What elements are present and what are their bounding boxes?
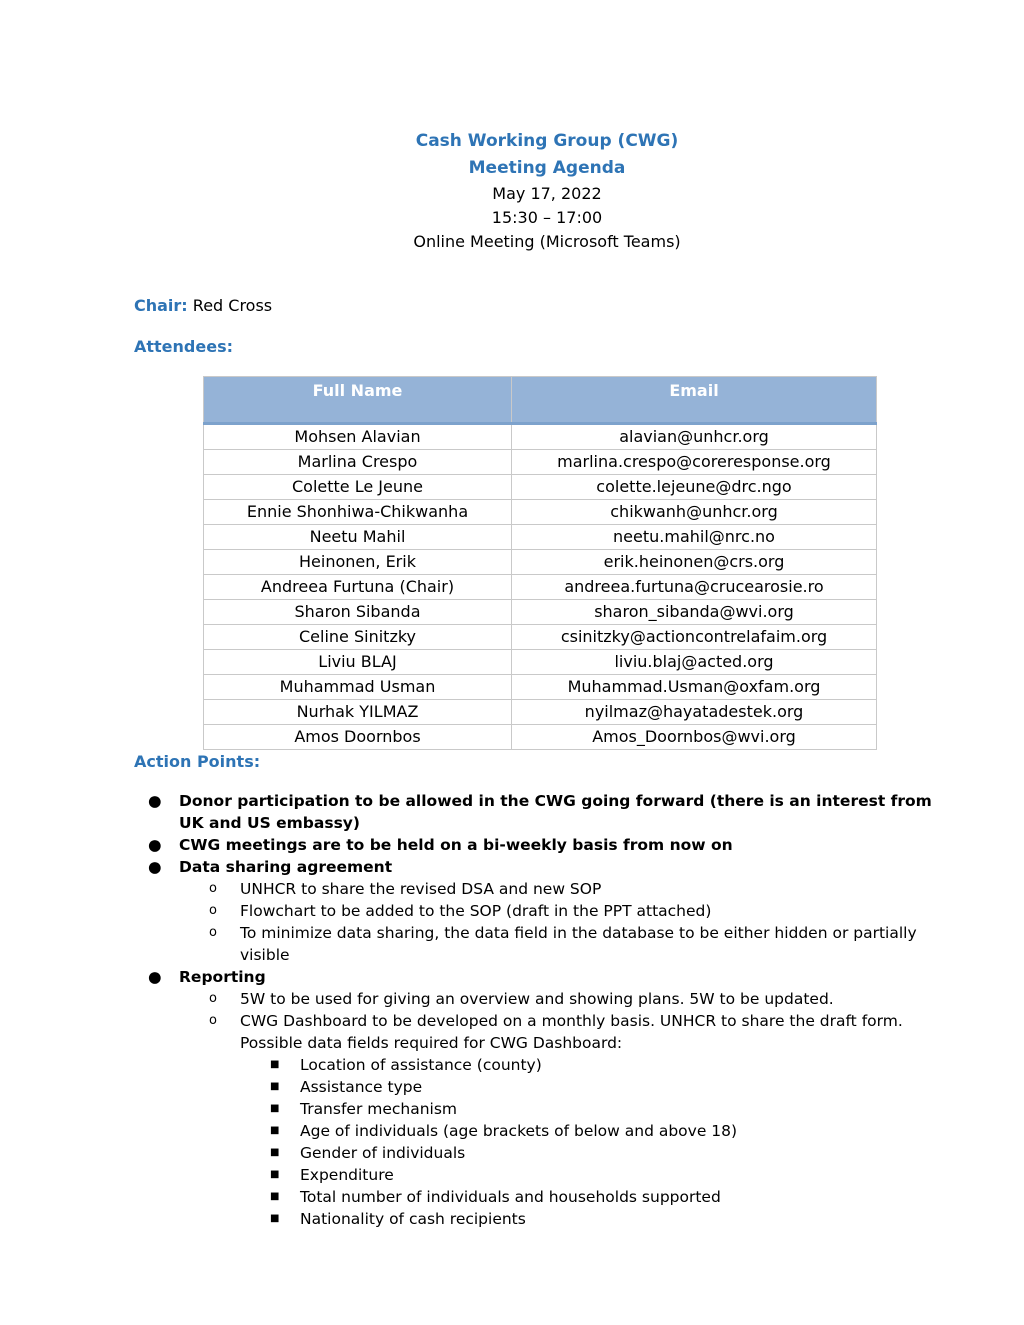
sub-item — [0, 988, 1024, 1010]
field-item-text: Nationality of cash recipients — [300, 1210, 526, 1228]
field-item — [0, 1098, 1024, 1120]
attendee-name: Marlina Crespo — [204, 450, 512, 475]
attendee-name: Sharon Sibanda — [204, 600, 512, 625]
table-row — [204, 575, 877, 600]
action-item — [0, 856, 1024, 878]
attendees-label: Attendees: — [134, 337, 233, 356]
chair-label: Chair: — [134, 296, 188, 315]
field-item — [0, 1142, 1024, 1164]
sub-item — [0, 900, 1024, 922]
attendee-name: Andreea Furtuna (Chair) — [204, 575, 512, 600]
field-item — [0, 1208, 1024, 1230]
field-item-text: Total number of individuals and households supported — [300, 1188, 721, 1206]
attendee-email: neetu.mahil@nrc.no — [512, 525, 877, 550]
table-row — [204, 700, 877, 725]
meeting-location: Online Meeting (Microsoft Teams) — [413, 232, 681, 251]
action-item-text: Donor participation to be allowed in the CWG going forward (there is an interest from UK and US embassy) — [179, 792, 932, 832]
field-item — [0, 1186, 1024, 1208]
bullet-icon: ● — [148, 792, 162, 810]
bullet-icon: ● — [148, 858, 162, 876]
action-points-label: Action Points: — [134, 752, 261, 771]
sub-item-text: To minimize data sharing, the data field in the database to be either hidden or partially visible — [240, 924, 917, 964]
table-header-row — [204, 377, 877, 424]
attendee-name: Liviu BLAJ — [204, 650, 512, 675]
sub-item-text: UNHCR to share the revised DSA and new SOP — [240, 880, 602, 898]
table-row — [204, 675, 877, 700]
attendee-email: colette.lejeune@drc.ngo — [512, 475, 877, 500]
attendee-email: chikwanh@unhcr.org — [512, 500, 877, 525]
table-row — [204, 424, 877, 450]
sub-item — [0, 878, 1024, 900]
field-item — [0, 1120, 1024, 1142]
circle-bullet-icon: o — [209, 1013, 217, 1028]
square-bullet-icon: ■ — [270, 1081, 280, 1092]
field-item — [0, 1164, 1024, 1186]
field-item-text: Age of individuals (age brackets of below and above 18) — [300, 1122, 738, 1140]
attendee-email: Amos_Doornbos@wvi.org — [512, 725, 877, 750]
action-item — [0, 834, 1024, 856]
circle-bullet-icon: o — [209, 991, 217, 1006]
column-header-email: Email — [512, 377, 877, 424]
table-row — [204, 500, 877, 525]
meeting-header — [0, 128, 1024, 254]
square-bullet-icon: ■ — [270, 1147, 280, 1158]
table-row — [204, 625, 877, 650]
field-item — [0, 1076, 1024, 1098]
action-points-list — [0, 790, 1024, 1230]
table-row — [204, 550, 877, 575]
action-item — [0, 790, 1024, 834]
table-row — [204, 650, 877, 675]
attendee-email: nyilmaz@hayatadestek.org — [512, 700, 877, 725]
meeting-time: 15:30 – 17:00 — [491, 208, 603, 227]
action-item-text: CWG meetings are to be held on a bi-weekly basis from now on — [179, 836, 733, 854]
document-title: Cash Working Group (CWG) — [415, 131, 679, 151]
table-row — [204, 525, 877, 550]
sub-item — [0, 1010, 1024, 1054]
attendee-email: marlina.crespo@coreresponse.org — [512, 450, 877, 475]
attendee-email: andreea.furtuna@crucearosie.ro — [512, 575, 877, 600]
attendee-name: Ennie Shonhiwa-Chikwanha — [204, 500, 512, 525]
sub-item-text: CWG Dashboard to be developed on a monthly basis. UNHCR to share the draft form. Possible data fields required for CWG Dashboard: — [240, 1012, 903, 1052]
table-row — [204, 475, 877, 500]
table-row — [204, 450, 877, 475]
attendee-name: Celine Sinitzky — [204, 625, 512, 650]
field-item-text: Expenditure — [300, 1166, 394, 1184]
square-bullet-icon: ■ — [270, 1213, 280, 1224]
field-item — [0, 1054, 1024, 1076]
bullet-icon: ● — [148, 968, 162, 986]
meeting-date: May 17, 2022 — [492, 184, 602, 203]
square-bullet-icon: ■ — [270, 1103, 280, 1114]
circle-bullet-icon: o — [209, 925, 217, 940]
attendee-name: Nurhak YILMAZ — [204, 700, 512, 725]
sub-item-text: Flowchart to be added to the SOP (draft in the PPT attached) — [240, 902, 712, 920]
attendee-name: Neetu Mahil — [204, 525, 512, 550]
attendee-email: liviu.blaj@acted.org — [512, 650, 877, 675]
circle-bullet-icon: o — [209, 881, 217, 896]
sub-item-text: 5W to be used for giving an overview and showing plans. 5W to be updated. — [240, 990, 834, 1008]
attendee-email: Muhammad.Usman@oxfam.org — [512, 675, 877, 700]
chair-line — [134, 296, 272, 315]
attendee-email: sharon_sibanda@wvi.org — [512, 600, 877, 625]
field-item-text: Assistance type — [300, 1078, 423, 1096]
field-item-text: Transfer mechanism — [300, 1100, 458, 1118]
attendee-name: Heinonen, Erik — [204, 550, 512, 575]
square-bullet-icon: ■ — [270, 1125, 280, 1136]
attendee-email: csinitzky@actioncontrelafaim.org — [512, 625, 877, 650]
sub-item — [0, 922, 1024, 966]
attendee-name: Mohsen Alavian — [204, 424, 512, 450]
attendee-name: Amos Doornbos — [204, 725, 512, 750]
table-row — [204, 600, 877, 625]
action-item-text: Reporting — [179, 968, 266, 986]
attendee-email: alavian@unhcr.org — [512, 424, 877, 450]
attendees-table — [203, 376, 877, 750]
square-bullet-icon: ■ — [270, 1059, 280, 1070]
table-row — [204, 725, 877, 750]
field-item-text: Gender of individuals — [300, 1144, 466, 1162]
attendee-email: erik.heinonen@crs.org — [512, 550, 877, 575]
document-subtitle: Meeting Agenda — [468, 158, 626, 178]
column-header-full-name: Full Name — [204, 377, 512, 424]
chair-value: Red Cross — [192, 296, 273, 315]
action-item-text: Data sharing agreement — [179, 858, 393, 876]
field-item-text: Location of assistance (county) — [300, 1056, 542, 1074]
square-bullet-icon: ■ — [270, 1191, 280, 1202]
attendee-name: Colette Le Jeune — [204, 475, 512, 500]
circle-bullet-icon: o — [209, 903, 217, 918]
square-bullet-icon: ■ — [270, 1169, 280, 1180]
attendee-name: Muhammad Usman — [204, 675, 512, 700]
action-item — [0, 966, 1024, 988]
bullet-icon: ● — [148, 836, 162, 854]
